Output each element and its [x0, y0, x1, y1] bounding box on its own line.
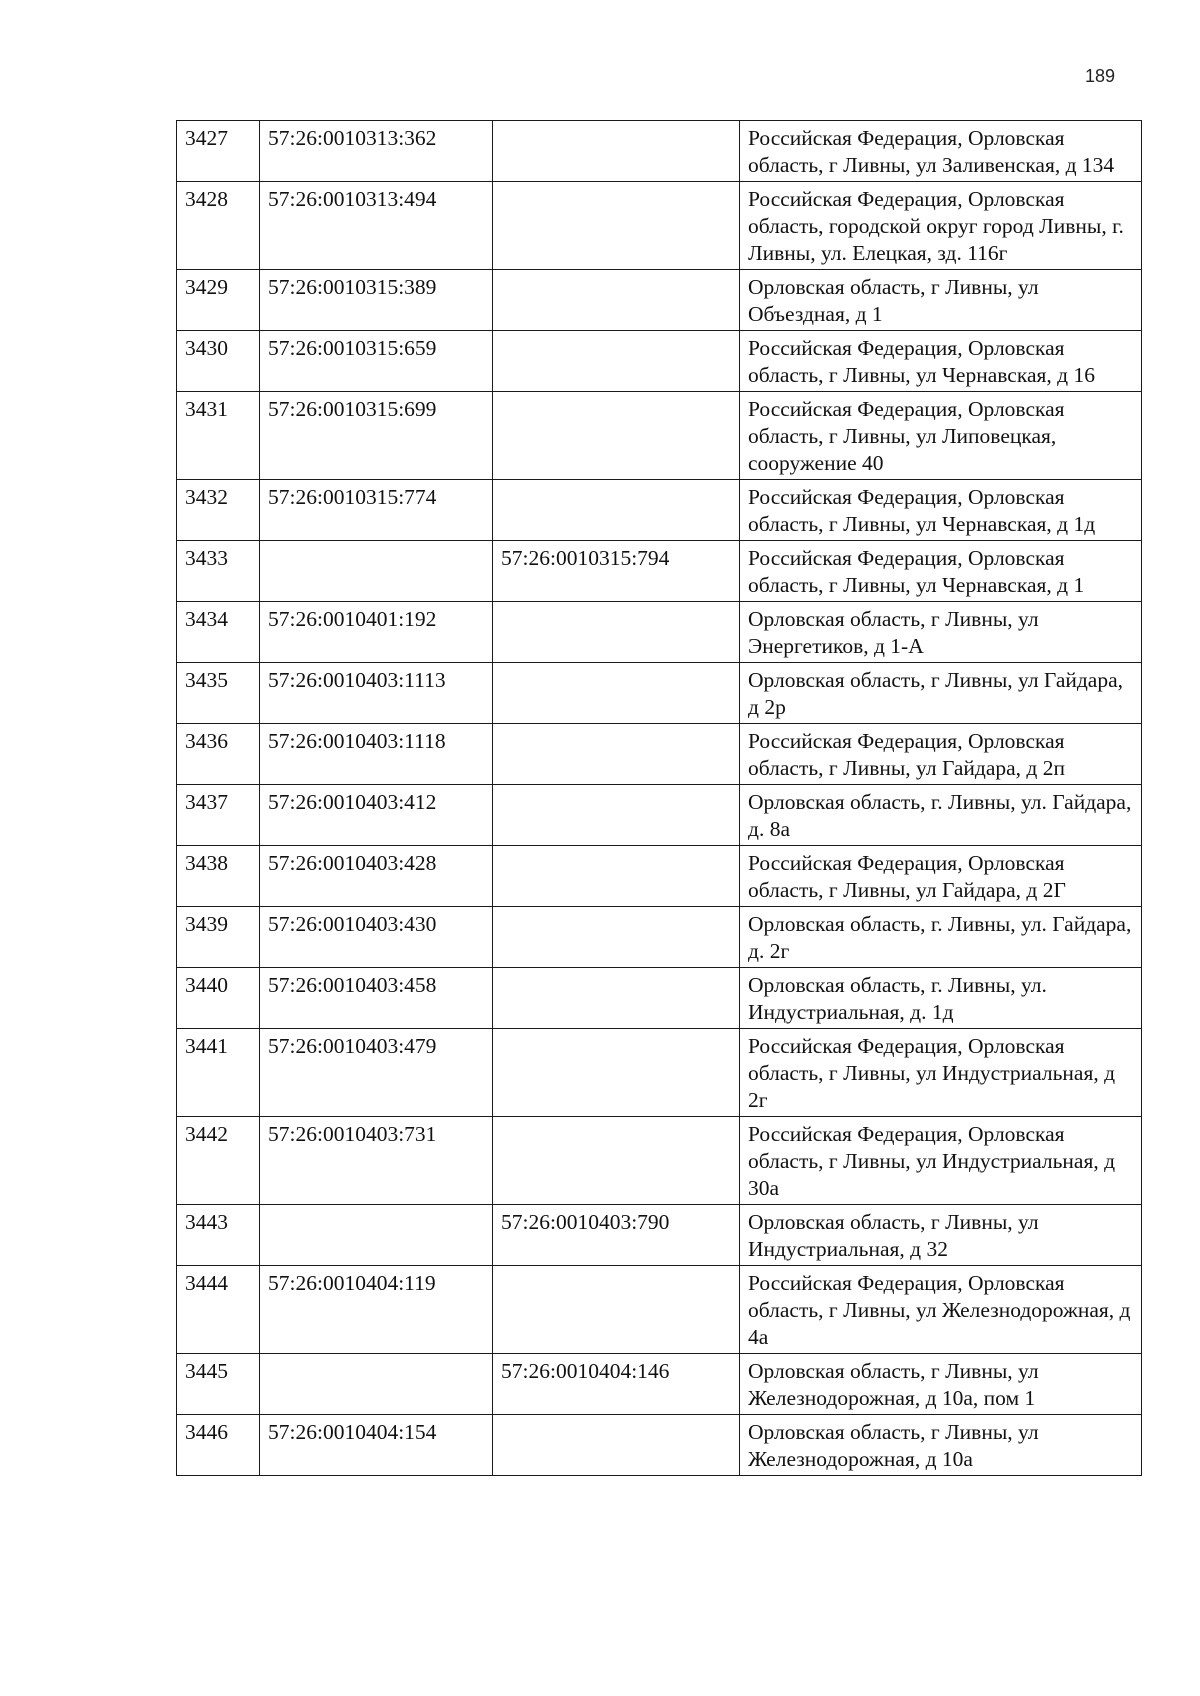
row-number: 3446	[177, 1415, 260, 1476]
row-number: 3439	[177, 907, 260, 968]
table-row	[177, 392, 1142, 480]
address-cell: Российская Федерация, Орловская область, г Ливны, ул Чернавская, д 1	[740, 541, 1142, 602]
address-cell: Орловская область, г. Ливны, ул. Индустриальная, д. 1д	[740, 968, 1142, 1029]
cadastral-number-primary	[260, 1354, 493, 1415]
cadastral-number-secondary	[493, 121, 740, 182]
table-row	[177, 1029, 1142, 1117]
cadastral-number-secondary	[493, 846, 740, 907]
row-number: 3445	[177, 1354, 260, 1415]
address-cell: Орловская область, г Ливны, ул Энергетиков, д 1-А	[740, 602, 1142, 663]
table-row	[177, 121, 1142, 182]
cadastral-number-secondary	[493, 602, 740, 663]
address-cell: Орловская область, г Ливны, ул Индустриальная, д 32	[740, 1205, 1142, 1266]
cadastral-number-primary: 57:26:0010403:479	[260, 1029, 493, 1117]
row-number: 3432	[177, 480, 260, 541]
address-cell: Российская Федерация, Орловская область, г Ливны, ул Чернавская, д 16	[740, 331, 1142, 392]
table-row	[177, 785, 1142, 846]
table-row	[177, 602, 1142, 663]
address-cell: Орловская область, г Ливны, ул Объездная, д 1	[740, 270, 1142, 331]
address-cell: Российская Федерация, Орловская область, г Ливны, ул Индустриальная, д 2г	[740, 1029, 1142, 1117]
cadastral-number-primary: 57:26:0010313:362	[260, 121, 493, 182]
cadastral-number-secondary	[493, 1266, 740, 1354]
row-number: 3436	[177, 724, 260, 785]
table-row	[177, 968, 1142, 1029]
cadastral-number-primary: 57:26:0010401:192	[260, 602, 493, 663]
cadastral-number-secondary	[493, 331, 740, 392]
cadastral-number-primary: 57:26:0010404:154	[260, 1415, 493, 1476]
address-cell: Российская Федерация, Орловская область, г Ливны, ул Индустриальная, д 30а	[740, 1117, 1142, 1205]
cadastral-number-secondary	[493, 480, 740, 541]
row-number: 3433	[177, 541, 260, 602]
table-row	[177, 331, 1142, 392]
table-row	[177, 907, 1142, 968]
row-number: 3431	[177, 392, 260, 480]
cadastral-number-primary: 57:26:0010315:774	[260, 480, 493, 541]
table-row	[177, 1266, 1142, 1354]
cadastral-number-primary: 57:26:0010315:659	[260, 331, 493, 392]
cadastral-number-primary: 57:26:0010403:1118	[260, 724, 493, 785]
address-cell: Орловская область, г Ливны, ул Железнодорожная, д 10а, пом 1	[740, 1354, 1142, 1415]
row-number: 3429	[177, 270, 260, 331]
page-number: 189	[1085, 66, 1116, 86]
address-cell: Российская Федерация, Орловская область, г Ливны, ул Железнодорожная, д 4а	[740, 1266, 1142, 1354]
cadastral-number-primary	[260, 541, 493, 602]
row-number: 3444	[177, 1266, 260, 1354]
cadastral-number-secondary	[493, 182, 740, 270]
cadastral-number-secondary	[493, 1029, 740, 1117]
row-number: 3434	[177, 602, 260, 663]
table-row	[177, 182, 1142, 270]
row-number: 3435	[177, 663, 260, 724]
table-row	[177, 724, 1142, 785]
cadastral-number-secondary	[493, 968, 740, 1029]
row-number: 3442	[177, 1117, 260, 1205]
registry-table-body	[177, 121, 1142, 1476]
address-cell: Российская Федерация, Орловская область, г Ливны, ул Липовецкая, сооружение 40	[740, 392, 1142, 480]
cadastral-number-primary: 57:26:0010313:494	[260, 182, 493, 270]
address-cell: Российская Федерация, Орловская область, г Ливны, ул Заливенская, д 134	[740, 121, 1142, 182]
address-cell: Российская Федерация, Орловская область, г Ливны, ул Гайдара, д 2Г	[740, 846, 1142, 907]
table-row	[177, 270, 1142, 331]
cadastral-number-primary: 57:26:0010315:389	[260, 270, 493, 331]
cadastral-number-primary: 57:26:0010403:1113	[260, 663, 493, 724]
table-row	[177, 663, 1142, 724]
address-cell: Российская Федерация, Орловская область, г Ливны, ул Гайдара, д 2п	[740, 724, 1142, 785]
cadastral-number-primary: 57:26:0010403:412	[260, 785, 493, 846]
row-number: 3437	[177, 785, 260, 846]
table-row	[177, 1117, 1142, 1205]
cadastral-number-primary: 57:26:0010403:731	[260, 1117, 493, 1205]
table-row	[177, 480, 1142, 541]
address-cell: Российская Федерация, Орловская область, городской округ город Ливны, г. Ливны, ул. Елецкая, зд. 116г	[740, 182, 1142, 270]
cadastral-number-secondary	[493, 1415, 740, 1476]
cadastral-number-secondary: 57:26:0010403:790	[493, 1205, 740, 1266]
cadastral-number-primary: 57:26:0010404:119	[260, 1266, 493, 1354]
address-cell: Российская Федерация, Орловская область, г Ливны, ул Чернавская, д 1д	[740, 480, 1142, 541]
cadastral-number-primary: 57:26:0010315:699	[260, 392, 493, 480]
cadastral-number-primary: 57:26:0010403:430	[260, 907, 493, 968]
table-row	[177, 846, 1142, 907]
cadastral-number-secondary	[493, 392, 740, 480]
cadastral-number-secondary	[493, 663, 740, 724]
address-cell: Орловская область, г. Ливны, ул. Гайдара, д. 8а	[740, 785, 1142, 846]
address-cell: Орловская область, г Ливны, ул Гайдара, д 2р	[740, 663, 1142, 724]
cadastral-number-secondary	[493, 785, 740, 846]
address-cell: Орловская область, г. Ливны, ул. Гайдара, д. 2г	[740, 907, 1142, 968]
cadastral-number-primary	[260, 1205, 493, 1266]
cadastral-number-secondary	[493, 270, 740, 331]
cadastral-number-secondary	[493, 724, 740, 785]
row-number: 3440	[177, 968, 260, 1029]
cadastral-number-primary: 57:26:0010403:458	[260, 968, 493, 1029]
table-row	[177, 1415, 1142, 1476]
cadastral-number-secondary: 57:26:0010404:146	[493, 1354, 740, 1415]
row-number: 3438	[177, 846, 260, 907]
row-number: 3427	[177, 121, 260, 182]
registry-table	[176, 120, 1142, 1476]
cadastral-number-secondary	[493, 1117, 740, 1205]
cadastral-number-secondary	[493, 907, 740, 968]
table-row	[177, 1354, 1142, 1415]
table-row	[177, 541, 1142, 602]
cadastral-number-secondary: 57:26:0010315:794	[493, 541, 740, 602]
address-cell: Орловская область, г Ливны, ул Железнодорожная, д 10а	[740, 1415, 1142, 1476]
row-number: 3430	[177, 331, 260, 392]
row-number: 3428	[177, 182, 260, 270]
table-row	[177, 1205, 1142, 1266]
cadastral-number-primary: 57:26:0010403:428	[260, 846, 493, 907]
row-number: 3441	[177, 1029, 260, 1117]
row-number: 3443	[177, 1205, 260, 1266]
